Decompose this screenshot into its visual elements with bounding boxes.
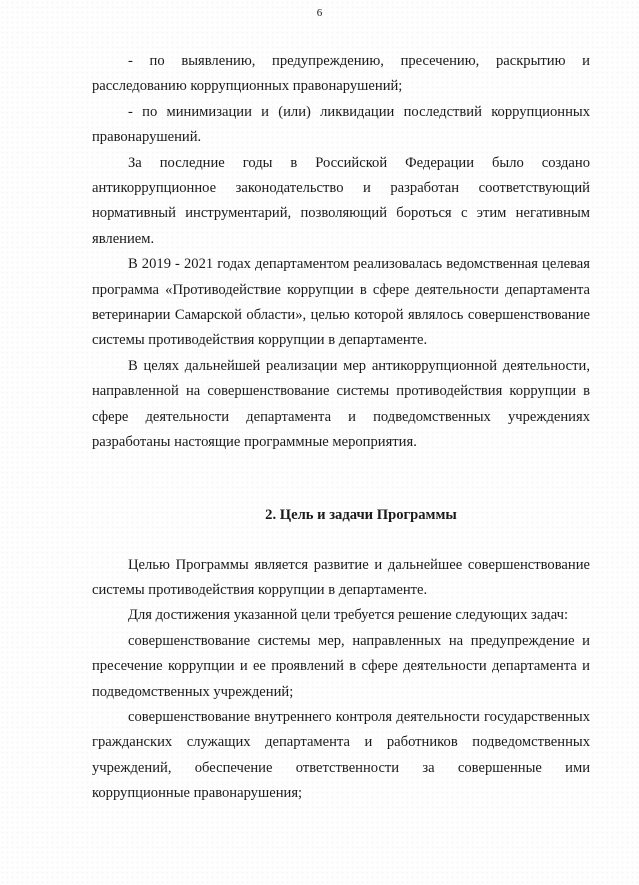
paragraph-measures-mitigation: - по минимизации и (или) ликвидации последствий коррупционных правонарушений. [92,103,590,146]
paragraph-previous-program: В 2019 - 2021 годах департаментом реализовалась ведомственная целевая программа «Противодействие коррупции в сфере деятельности департамента ветеринарии Самарской области», целью которой являлось совершенствование системы противодействия коррупции в департаменте. [92,256,590,349]
paragraph-program-goal: Целью Программы является развитие и дальнейшее совершенствование системы противодействия коррупции в департаменте. [92,556,590,598]
spacer [92,528,590,553]
document-body [92,49,590,807]
paragraph-task-internal-control: совершенствование внутреннего контроля деятельности государственных гражданских служащих департамента и работников подведомственных учреждений, обеспечение ответственности за совершенные ими коррупционные правонарушения; [92,708,590,802]
paragraph-tasks-intro: Для достижения указанной цели требуется решение следующих задач: [128,607,569,624]
section-heading: 2. Цель и задачи Программы [265,506,457,523]
spacer [92,456,590,503]
page-number: 6 [316,7,323,19]
paragraph-task-prevention: совершенствование системы мер, направленных на предупреждение и пресечение коррупции и ее проявлений в сфере деятельности департамента и подведомственных учреждений; [92,632,590,700]
paragraph-measures-detection: - по выявлению, предупреждению, пресечению, раскрытию и расследованию коррупционных правонарушений; [92,53,590,95]
paragraph-legislation: За последние годы в Российской Федерации было создано антикоррупционное законодательство и разработан соответствующий нормативный инструментарий, позволяющий бороться с этим негативным явлением. [92,154,590,247]
paragraph-purpose-of-measures: В целях дальнейшей реализации мер антикоррупционной деятельности, направленной на совершенствование системы противодействия коррупции в сфере деятельности департамента и подведомственных учреждениях разработаны настоящие программные мероприятия. [92,357,590,451]
